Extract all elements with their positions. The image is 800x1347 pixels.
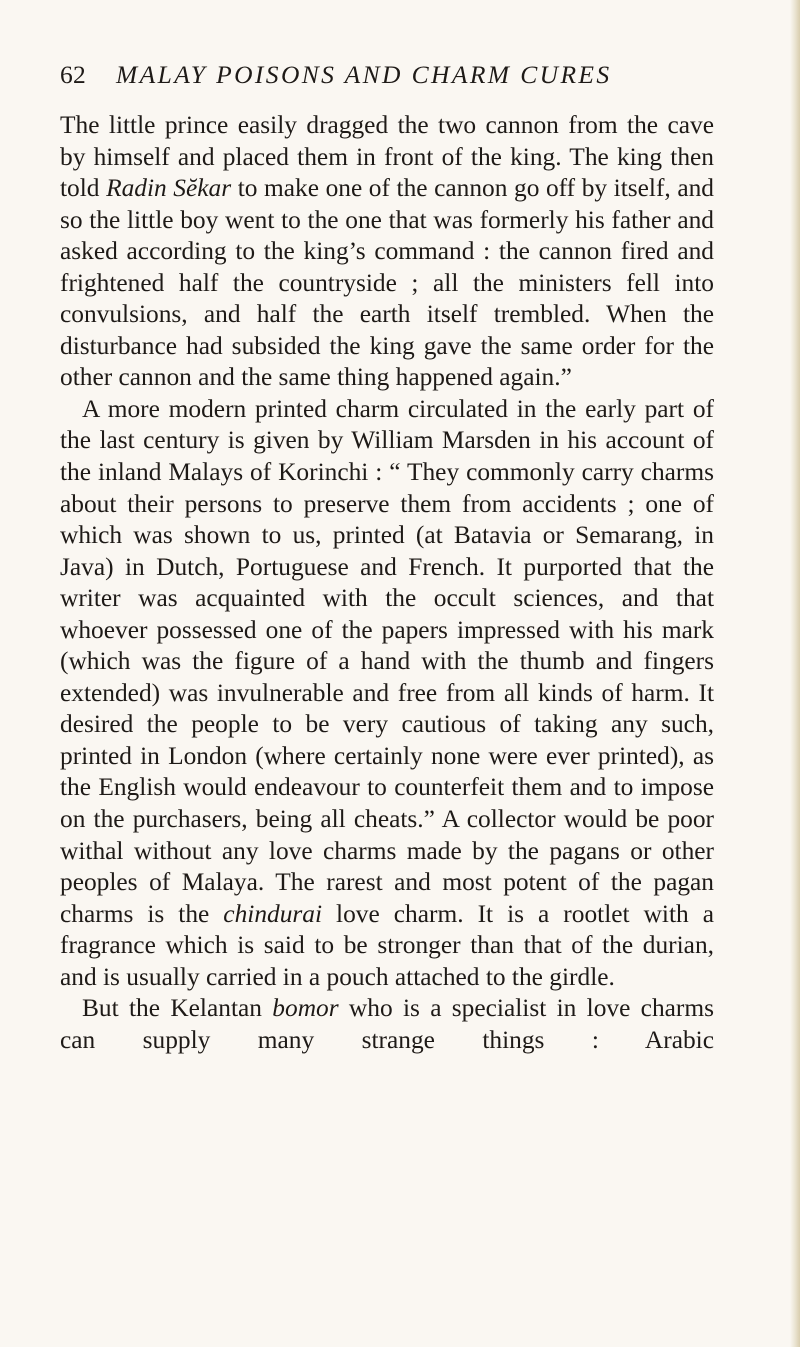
paragraph-marsden-charm <box>60 394 714 993</box>
page-edge-shadow <box>790 0 800 1347</box>
running-title: MALAY POISONS AND CHARM CURES <box>116 60 612 89</box>
italic-term: bomor <box>272 994 339 1023</box>
paragraph-text: But the Kelantan <box>82 994 273 1023</box>
paragraph-kelantan-bomor <box>60 993 714 1056</box>
paragraph-text: A more modern printed charm circulated in the early part of the last century is given by William Marsden in his account of the inland Malays of Korinchi : “ They commonly carry charms about their persons to preserve them from accidents ; one of which was shown to us, printed (at Batavia or Semarang, in Java) in Dutch, Portuguese and French. It purported that the writer was acquainted with the occult sciences, and that whoever possessed one of the papers impressed with his mark (which was the figure of a hand with the thumb and fingers extended) was invulnerable and free from all kinds of harm. It desired the people to be very cautious of taking any such, printed in London (where certainly none were ever printed), as the English would endeavour to counterfeit them and to impose on the purchasers, being all cheats.” A collector would be poor withal without any love charms made by the pagans or other peoples of Malaya. The rarest and most potent of the pagan charms is the <box>60 394 714 928</box>
italic-term: chindurai <box>223 899 323 928</box>
italic-name: Radin Sĕkar <box>106 174 232 203</box>
running-header <box>60 58 714 92</box>
paragraph-text: to make one of the cannon go off by itself, and so the little boy went to the one that was formerly his father and asked according to the king’s command : the cannon fired and frightened half the countryside ; all the ministers fell into convulsions, and half the earth itself trembled. When the disturbance had subsided the king gave the same order for the other cannon and the same thing happened again.” <box>60 174 714 392</box>
paragraph-continued-quote <box>60 110 714 394</box>
paragraph-text: The little prince easily dragged the two cannon from the cave by himself and placed them in front of the king. The king then told <box>60 111 714 203</box>
page-number: 62 <box>60 60 87 89</box>
paragraph-text: who is a specialist in love charms can supply many strange things : Arabic <box>60 994 714 1054</box>
paragraph-text: love charm. It is a rootlet with a fragrance which is said to be stronger than that of the durian, and is usually carried in a pouch attached to the girdle. <box>60 899 714 991</box>
book-page <box>60 58 714 1056</box>
